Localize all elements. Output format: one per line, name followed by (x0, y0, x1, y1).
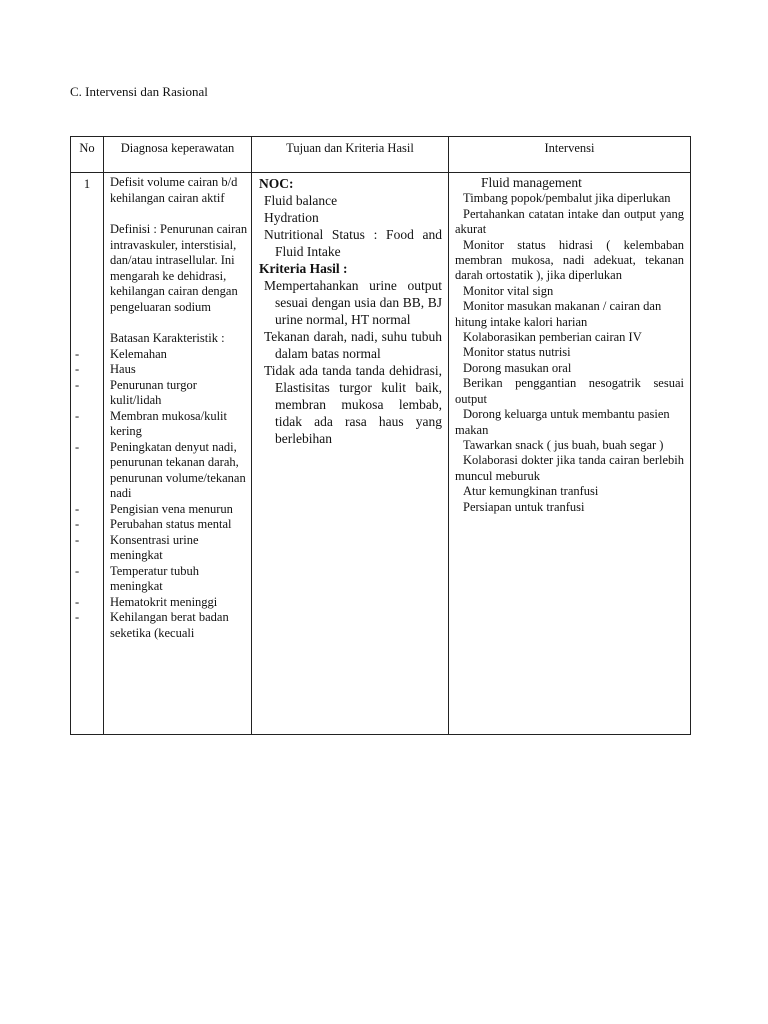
characteristics-list (110, 347, 248, 642)
criteria-label: Kriteria Hasil : (259, 261, 348, 276)
list-item: - Konsentrasi urine meningkat (110, 533, 248, 564)
list-item: - Penurunan turgor kulit/lidah (110, 378, 248, 409)
intervention-item: Monitor masukan makanan / cairan dan hitung intake kalori harian (455, 299, 662, 329)
intervention-item: Dorong masukan oral (463, 360, 572, 375)
intervention-item: Timbang popok/pembalut jika diperlukan (463, 191, 671, 206)
noc-item: Nutritional Status : Food and Fluid Intake (264, 227, 442, 259)
criteria-item: Tidak ada tanda tanda dehidrasi, Elastisitas turgor kulit baik, membran mukosa lembab, tidak ada rasa haus yang berlebihan (264, 363, 442, 446)
intervention-item: Monitor status nutrisi (463, 345, 571, 360)
noc-item: Fluid balance (264, 193, 338, 208)
section-title: C. Intervensi dan Rasional (70, 84, 208, 99)
intervention-item: Atur kemungkinan tranfusi (463, 484, 599, 499)
list-item: - Temperatur tubuh meningkat (110, 564, 248, 595)
interventions-heading: Fluid management (481, 175, 582, 190)
list-item: - Hematokrit meninggi (110, 595, 248, 611)
intervention-item: Pertahankan catatan intake dan output yang akurat (455, 206, 684, 237)
intervention-table (70, 136, 691, 735)
header-diagnosis: Diagnosa keperawatan (104, 137, 252, 173)
header-interventions: Intervensi (449, 137, 691, 173)
header-no: No (71, 137, 104, 173)
intervention-item: Tawarkan snack ( jus buah, buah segar ) (463, 437, 664, 452)
characteristics-label: Batasan Karakteristik : (110, 331, 225, 345)
noc-label: NOC: (259, 176, 294, 191)
intervention-item: Kolaborasi dokter jika tanda cairan berlebih muncul meburuk (455, 453, 684, 483)
criteria-item: Mempertahankan urine output sesuai dengan usia dan BB, BJ urine normal, HT normal (264, 278, 442, 327)
intervention-item: Dorong keluarga untuk membantu pasien makan (455, 407, 670, 437)
list-item: - Haus (110, 362, 248, 378)
diagnosis-cell (104, 173, 252, 735)
goals-cell (252, 173, 449, 735)
intervention-item: Monitor status hidrasi ( kelembaban membran mukosa, nadi adekuat, tekanan darah ortostatik ), jika diperlukan (455, 237, 684, 283)
table-row (71, 173, 691, 735)
list-item: - Perubahan status mental (110, 517, 248, 533)
criteria-item: Tekanan darah, nadi, suhu tubuh dalam batas normal (264, 329, 442, 361)
interventions-cell (449, 173, 691, 735)
intervention-item: Persiapan untuk tranfusi (463, 499, 585, 514)
row-number: 1 (71, 173, 104, 735)
list-item: - Peningkatan denyut nadi, penurunan tekanan darah, penurunan volume/tekanan nadi (110, 440, 248, 502)
intervention-item: Kolaborasikan pemberian cairan IV (463, 330, 642, 345)
diagnosis-title: Defisit volume cairan b/d kehilangan cairan aktif (110, 175, 238, 205)
list-item: - Membran mukosa/kulit kering (110, 409, 248, 440)
list-item: - Pengisian vena menurun (110, 502, 248, 518)
intervention-item: Berikan penggantian nesogatrik sesuai output (455, 376, 684, 406)
list-item: - Kehilangan berat badan seketika (kecuali (110, 610, 248, 641)
noc-item: Hydration (264, 210, 319, 225)
header-goals: Tujuan dan Kriteria Hasil (252, 137, 449, 173)
list-item: - Kelemahan (110, 347, 248, 363)
intervention-item: Monitor vital sign (463, 283, 554, 298)
diagnosis-definition: Definisi : Penurunan cairan intravaskuler, interstisial, dan/atau intrasellular. Ini mengarah ke dehidrasi, kehilangan cairan dengan pengeluaran sodium (110, 222, 248, 314)
table-header-row (71, 137, 691, 173)
